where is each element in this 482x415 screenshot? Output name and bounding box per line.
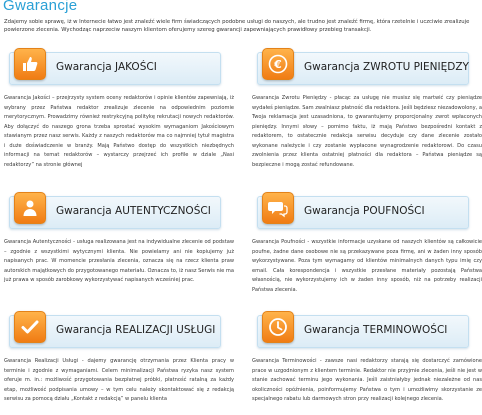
guarantee-banner-timeliness[interactable] xyxy=(257,315,469,348)
thumbs-up-icon xyxy=(20,54,40,74)
delivery-badge xyxy=(14,311,46,343)
guarantee-banner-confidentiality[interactable] xyxy=(257,196,469,229)
page-title: Gwarancje xyxy=(3,0,78,14)
guarantee-text-refund: Gwarancja Zwrotu Pieniędzy - płacąc za usługę nie musisz się martwić czy pieniądze wydałeś pieniądze. Sam zwalniasz płatność dla redaktora. Jeśli będziesz niezadowolony, a Twoja reklamacja jest uzasadniona, to gwarantujemy proporcjonalny zwrot wpłaconych pieniędzy. Innymi słowy – pomimo faktu, iż mają Państwo bezpośredni kontakt z redaktorem, to ostatecznie redakcja serwisu decyduje czy dane zlecenie zostało wykonane należycie i czy zostanie wypłacone wynagrodzenie redaktorowi. Do czasu zwolnienia przez klienta ostatniej płatności dla redaktora – Państwa pieniądze są bezpieczne i mogą zostać refundowane. xyxy=(252,95,482,168)
guarantee-label-quality: Gwarancja JAKOŚCI xyxy=(56,61,157,73)
guarantee-label-authenticity: Gwarancja AUTENTYCZNOŚCI xyxy=(56,205,211,217)
guarantee-banner-delivery[interactable] xyxy=(9,315,221,348)
guarantee-card-refund xyxy=(252,52,482,168)
guarantee-card-timeliness xyxy=(252,315,482,402)
guarantee-text-authenticity: Gwarancja Autentyczności - usługa realizowana jest na indywidualne zlecenie od podstaw – zgodnie z wszystkimi wytycznymi klienta. Nie powielamy ani nie kopiujemy już napisanych prac. W momencie przesłania zlecenia, oznacza się na rzecz klienta praw autorskich majątkowych do przygotowanego materiału. Oznacza to, iż nasz Serwis nie ma już prawa w sposób zarobkowy wykorzystywać napisanych wcześniej prac. xyxy=(4,239,234,283)
guarantee-banner-refund[interactable] xyxy=(257,52,469,85)
chat-icon xyxy=(268,198,288,218)
guarantee-card-authenticity xyxy=(4,196,234,283)
guarantee-banner-quality[interactable] xyxy=(9,52,221,85)
euro-icon xyxy=(268,54,288,74)
timeliness-badge xyxy=(262,311,294,343)
guarantee-card-confidentiality xyxy=(252,196,482,293)
svg-text:€: € xyxy=(274,58,282,71)
intro-text: Zdajemy sobie sprawę, iż w Internecie łatwo jest znaleźć wiele firm świadczących podobne usługi do naszych, ale trudno jest znaleźć firmę, która rzetelnie i uczciwie zrealizuje powierzone zlecenia. Wychodząc naprzeciw naszym klientom oferujemy szereg gwarancji zapewniających prawidłowy przebieg transakcji. xyxy=(4,19,470,33)
guarantee-text-delivery: Gwarancja Realizacji Usługi - dajemy gwarancję otrzymania przez Klienta pracy w terminie i zgodnie z wymaganiami. Celem minimalizacji Państwa ryzyka nasz system oferuje m. in.: możliwość przygotowania bezpłatnej próbki, płatność ratalną za każdy etap, możliwość podpisania umowy – w tym celu należy skontaktować się z redakcją serwisu za pomocą działu „Kontakt z redakcją” w panelu klienta xyxy=(4,358,234,402)
guarantee-label-delivery: Gwarancja REALIZACJI USŁUGI xyxy=(56,324,216,336)
guarantee-banner-authenticity[interactable] xyxy=(9,196,221,229)
quality-badge xyxy=(14,48,46,80)
clock-icon xyxy=(268,317,288,337)
guarantee-label-confidentiality: Gwarancja POUFNOŚCI xyxy=(304,205,425,217)
check-icon xyxy=(20,317,40,337)
guarantee-text-quality: Gwarancja Jakości – przejrzysty system oceny redaktorów i opinie klientów zapewniają, iż wybrany przez Państwa redaktor zrealizuje zlecenie na odpowiednim poziomie merytorycznym. Prowadzimy również restrykcyjną politykę rekrutacji nowych redaktorów. Aby dołączyć do naszego grona trzeba sprostać wysokim wymaganiom Jakościowym stawianym przez nasz serwis. Każdy z naszych redaktorów ma co najmniej tytuł magistra i duże doświadczenie w branży. Mają Państwo dostęp do wszystkich niezbędnych informacji na temat redaktorów – wystarczy przejrzeć ich profile w dziale „Nasi redaktorzy” na stronie głównej xyxy=(4,95,234,168)
guarantee-label-timeliness: Gwarancja TERMINOWOŚCI xyxy=(304,324,448,336)
guarantee-card-quality xyxy=(4,52,234,168)
guarantee-text-confidentiality: Gwarancja Poufności - wszystkie informacje uzyskane od naszych klientów są całkowicie poufne, żadne dane osobowe nie są przekazywane poza firmę, ani w żaden inny sposób wykorzystywane. Poza tym wymagamy od klientów minimalnych danych typu imię czy email. Cała korespondencja i wszystkie przesłane materiały pozostają Państwa własnością, nie wykorzystujemy ich w żaden inny sposób, niż na potrzeby realizacji Państwa zlecenia. xyxy=(252,239,482,293)
person-icon xyxy=(20,198,40,218)
authenticity-badge xyxy=(14,192,46,224)
guarantee-label-refund: Gwarancja ZWROTU PIENIĘDZY xyxy=(304,61,469,73)
guarantee-card-delivery xyxy=(4,315,234,402)
guarantee-text-timeliness: Gwarancja Terminowości - zawsze nasi redaktorzy starają się dostarczyć zamówione prace w uzgodnionym z klientem terminie. Redaktor nie przyjmie zlecenia, jeśli nie jest w stanie zachować terminu jego wykonania. Jeśli zaistniałyby jednak niezależne od nas okoliczności opóźnienia, poinformujemy Państwa o tym i umożliwimy skorzystanie ze specjalnego rabatu lub darmowych stron przy realizacji kolejnego zlecenia. xyxy=(252,358,482,402)
refund-badge xyxy=(262,48,294,80)
confidentiality-badge xyxy=(262,192,294,224)
